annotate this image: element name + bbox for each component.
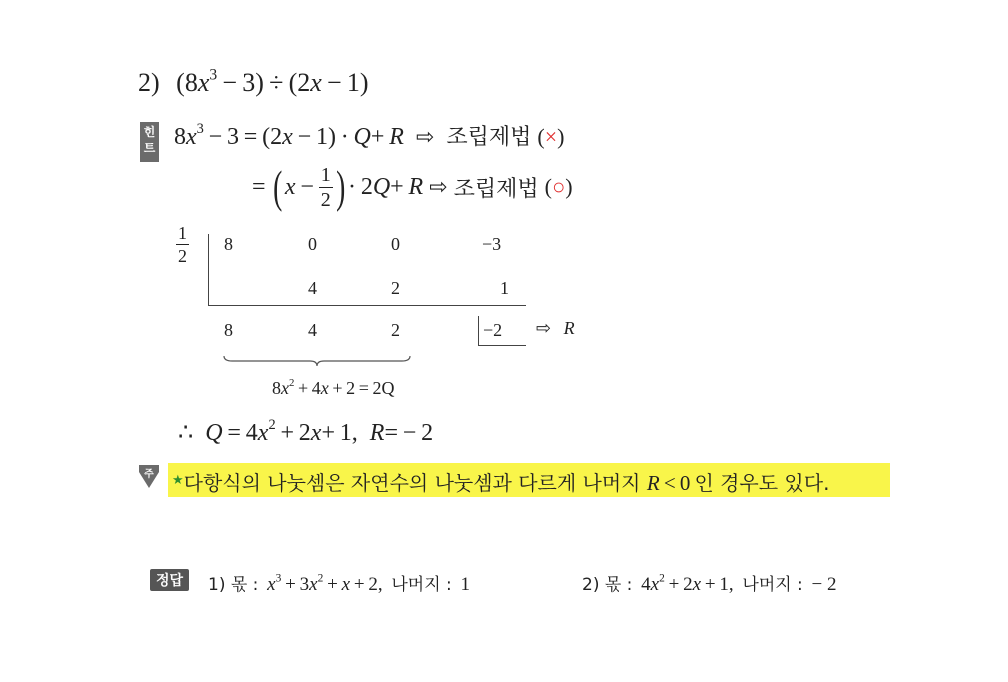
arrow-icon: ⇨	[429, 174, 448, 200]
answer-part1-remainder: 1	[460, 574, 471, 595]
answer-part2-label: 2) 몫 :	[582, 575, 633, 595]
result-value: 4	[308, 320, 317, 340]
answer-badge: 정답	[150, 569, 189, 591]
wrong-mark-icon: ×	[544, 124, 558, 149]
note-text: ★다항식의 나눗셈은 자연수의 나눗셈과 다르게 나머지 R < 0 인 경우도 있다.	[172, 471, 830, 495]
answer-line: 1) 몫 : $x^3 + 3x^2 + x + 2$, 나머지 : 1	[208, 572, 471, 595]
hint-badge	[140, 122, 159, 162]
coefficient: 0	[391, 234, 400, 254]
hint-line-1-mark: (×)	[537, 124, 565, 149]
hint-line-2: = ( x − $\frac{1}{2}$ ) · 2Q+ R ⇨ 조립제법 (○)	[252, 161, 573, 212]
problem-number: 2)	[138, 68, 160, 97]
hint-badge-char-2: 트	[143, 141, 156, 155]
remainder-value: −2	[483, 320, 503, 340]
coefficient: 8	[224, 234, 233, 254]
answer-part1-remainder-label: 나머지 :	[391, 575, 452, 595]
therefore-symbol: ∴	[178, 420, 194, 446]
divisor-fraction: $\frac{1}{2}$	[178, 223, 187, 266]
hint-line-1: $8x^3 - 3 = (2x - 1) \cdot Q+ R$ ⇨ 조립제법 (×)	[174, 121, 565, 150]
hint-line-2-mark: (○)	[544, 174, 573, 199]
remainder-arrow	[536, 318, 575, 339]
problem-line	[138, 68, 369, 98]
arrow-icon: ⇨	[415, 125, 435, 150]
middle-value: 2	[391, 278, 400, 298]
problem-expression: $(8x^3 - 3) \div (2x - 1)$	[176, 66, 369, 97]
answer-line-2: 2) 몫 : $4x^2 + 2x + 1$, 나머지 : − 2	[582, 572, 837, 595]
remainder-box-bottom	[478, 345, 526, 346]
remainder-label: R	[563, 318, 575, 338]
middle-value: 4	[308, 278, 317, 298]
note-text-after: 인 경우도 있다.	[694, 471, 830, 495]
svg-text:주: 주	[144, 469, 154, 480]
arrow-icon: ⇨	[536, 318, 552, 339]
result-value: 2	[391, 320, 400, 340]
quotient-polynomial: $8x^2 + 4x + 2 = 2Q$	[272, 376, 395, 398]
hint-line-1-method: 조립제법	[446, 125, 532, 150]
note-badge-icon	[138, 464, 160, 490]
coefficient: −3	[482, 234, 502, 254]
division-vertical-line	[208, 234, 209, 306]
answer-part2-remainder: − 2	[811, 574, 837, 595]
underbrace-icon	[222, 354, 412, 368]
remainder-box-left	[478, 316, 479, 346]
note-text-before: 다항식의 나눗셈은 자연수의 나눗셈과 다르게 나머지	[183, 471, 647, 495]
result-value: 8	[224, 320, 233, 340]
conclusion-line: ∴ $Q = 4x^2 + 2x+ 1$, R= − 2	[178, 417, 434, 446]
answer-part2-remainder-label: 나머지 :	[742, 575, 803, 595]
coefficient: 0	[308, 234, 317, 254]
division-horizontal-line	[208, 305, 526, 306]
middle-value: 1	[500, 278, 509, 298]
answer-part1-label: 1) 몫 :	[208, 575, 259, 595]
hint-badge-char-1: 힌	[143, 125, 156, 139]
correct-mark-icon: ○	[551, 174, 566, 199]
hint-line-2-method: 조립제법	[453, 176, 539, 202]
star-icon: ★	[172, 473, 184, 488]
